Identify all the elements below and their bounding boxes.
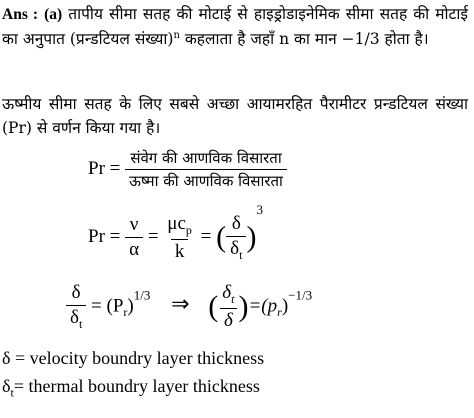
def1-text: = velocity boundry layer thickness	[10, 348, 265, 368]
eq2-k: k	[171, 239, 189, 263]
eq3-close: )	[127, 295, 134, 317]
eq1-fraction	[125, 148, 287, 191]
eq2-delta: δ	[231, 212, 241, 234]
answer-paragraph	[2, 2, 468, 51]
eq3-fraction-right	[218, 282, 238, 332]
eq2-fraction-nu-alpha	[125, 214, 143, 261]
def2-symbol: δ	[2, 376, 11, 396]
definition-velocity-layer	[2, 348, 264, 369]
eq2-equals-2: =	[200, 226, 212, 247]
eq3-fraction-left	[66, 282, 86, 332]
eq1-denominator: ऊष्मा की आणविक विसारता	[125, 169, 287, 191]
eq3-rhs: = (P	[91, 295, 124, 317]
definition-thermal-layer	[2, 376, 260, 401]
eq2-alpha: α	[125, 237, 143, 261]
eq2-exponent: 3	[256, 202, 263, 217]
prandtl-paragraph: ऊष्मीय सीमा सतह के लिए सबसे अच्छा आयामरहित पैरामीटर प्रन्डटियल संख्या (Pr) से वर्णन किया गया है।	[2, 95, 468, 137]
def1-symbol: δ	[2, 348, 11, 368]
def2-sub: t	[10, 385, 14, 400]
eq3-delta-t: δ	[70, 307, 79, 328]
def2-text: = thermal boundry layer thickness	[13, 376, 260, 396]
eq2-mu-c: μc	[167, 212, 186, 234]
eq2-delta-t: δ	[230, 237, 240, 259]
eq2-lhs: Pr =	[88, 226, 121, 247]
implies-arrow: ⇒	[171, 291, 190, 317]
eq3-exp: 1/3	[133, 287, 151, 303]
eq2-p-sub: p	[185, 222, 192, 237]
eq3-t-sub: t	[78, 316, 83, 331]
answer-text: तापीय सीमा सतह की मोटाई से हाइड्रोडाइनेमिक सीमा सतह की मोटाई का अनुपात (प्रन्डटियल संख्या)	[2, 5, 468, 48]
eq2-fraction-delta	[226, 213, 246, 263]
eq2-fraction-mu-cp-k	[163, 213, 196, 263]
eq3-g-close: )	[281, 295, 289, 317]
eq3-g-exp: −1/3	[288, 287, 313, 303]
exponent-n: n	[173, 29, 180, 41]
eq3-g-r-sub: r	[277, 305, 282, 320]
equation-prandtl-ratio: Pr = $\frac{\nu}{\alpha}$ = $\frac{\mu c_p}{k}$ = ( $\frac{\delta}{\delta_t}$ )$^3$	[88, 202, 263, 262]
equation-delta-ratio: $\frac{\delta}{\delta_t}$ = $(P_r)^{1/3}$ ⇒ ( $\frac{\delta_t}{\delta}$ )$=(p_r)^{-1/3}$	[66, 282, 312, 332]
eq2-t-sub: t	[239, 247, 243, 262]
eq3-t-num-sub: t	[231, 291, 235, 306]
answer-option: (a)	[44, 6, 63, 23]
eq3-r-sub: r	[123, 305, 128, 320]
eq1-lhs: Pr =	[88, 157, 121, 179]
eq2-equals: =	[147, 226, 159, 247]
eq3-delta-t-num: δ	[222, 282, 232, 303]
eq3-delta-den: δ	[220, 308, 237, 332]
eq1-numerator: संवेग की आणविक विसारता	[130, 149, 282, 167]
eq3-g-rhs: =(p	[248, 295, 278, 317]
eq2-nu: ν	[129, 214, 139, 236]
eq3-delta: δ	[71, 282, 81, 303]
answer-label: Ans :	[2, 6, 39, 23]
equation-prandtl-definition	[88, 148, 287, 191]
answer-tail: कहलाता है जहाँ n का मान −1/3 होता है।	[179, 30, 429, 48]
